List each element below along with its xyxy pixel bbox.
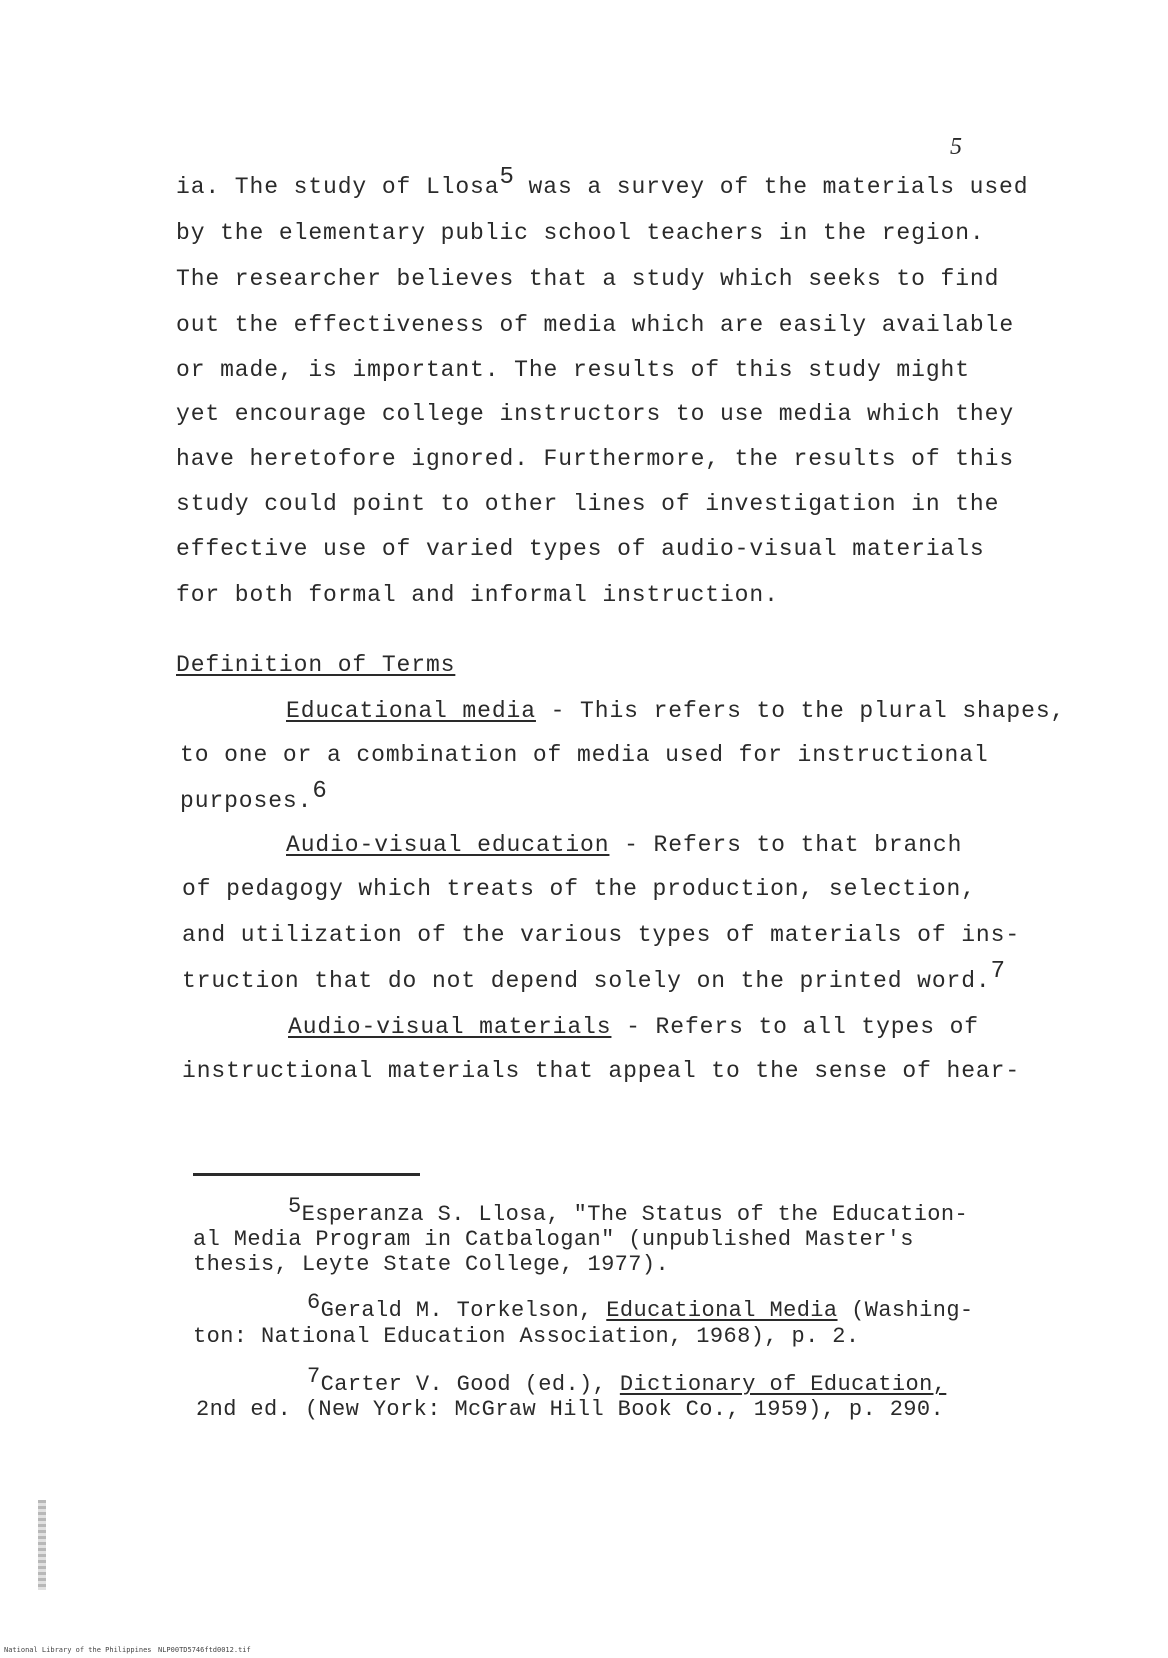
term-av-education: Audio-visual education <box>286 832 610 858</box>
footnote-divider <box>193 1173 420 1176</box>
body-line-1: ia. The study of Llosa$^5$ was a survey of the materials used <box>176 164 1029 200</box>
body-line-8: study could point to other lines of investigation in the <box>176 491 1000 517</box>
footnote-7-line-2: 2nd ed. (New York: McGraw Hill Book Co., 1959), p. 290. <box>196 1397 945 1422</box>
body-line-4: out the effectiveness of media which are easily available <box>176 312 1015 338</box>
scan-edge-mark <box>38 1500 46 1590</box>
term-av-education-line-4: truction that do not depend solely on the printed word.$^7$ <box>182 958 1006 994</box>
page-number: 5 <box>950 134 962 160</box>
term-av-materials: Audio-visual materials <box>288 1014 612 1040</box>
term-av-education-line-3: and utilization of the various types of materials of ins- <box>182 922 1021 948</box>
footnote-7-title: Dictionary of Education, <box>619 1372 947 1397</box>
footnote-ref-7[interactable]: 7 <box>990 958 1006 985</box>
footnote-5-mark: 5 <box>288 1194 302 1219</box>
footer-file-id: NLP00TD5746ftd0012.tif <box>158 1646 251 1654</box>
body-line-2: by the elementary public school teachers in the region. <box>176 220 985 246</box>
footnote-6-line-2: ton: National Education Association, 1968), p. 2. <box>193 1324 860 1349</box>
footnote-5-line-1: 5Esperanza S. Llosa, "The Status of the Education- <box>288 1194 969 1227</box>
footnote-6-line-1: 6Gerald M. Torkelson, Educational Media (Washing- <box>307 1290 974 1323</box>
term-educational-media-line-2: to one or a combination of media used for instructional <box>180 742 989 768</box>
footnote-7-mark: 7 <box>307 1364 321 1389</box>
footnote-5-line-2: al Media Program in Catbalogan" (unpublished Master's <box>193 1227 914 1252</box>
body-line-10: for both formal and informal instruction. <box>176 582 779 608</box>
term-educational-media: Educational media <box>286 698 536 724</box>
term-av-materials-line-1: Audio-visual materials - Refers to all types of <box>288 1014 980 1040</box>
body-line-9: effective use of varied types of audio-visual materials <box>176 536 985 562</box>
footnote-6-title: Educational Media <box>606 1298 838 1323</box>
term-av-materials-line-2: instructional materials that appeal to the sense of hear- <box>182 1058 1021 1084</box>
footnote-6-mark: 6 <box>307 1290 321 1315</box>
footnote-ref-5[interactable]: 5 <box>499 164 514 191</box>
section-heading: Definition of Terms <box>176 652 456 678</box>
body-line-7: have heretofore ignored. Furthermore, the results of this <box>176 446 1015 472</box>
term-educational-media-line-1: Educational media - This refers to the plural shapes, <box>286 698 1066 724</box>
term-av-education-line-1: Audio-visual education - Refers to that branch <box>286 832 963 858</box>
footnote-ref-6[interactable]: 6 <box>312 778 327 805</box>
term-av-education-line-2: of pedagogy which treats of the production, selection, <box>182 876 976 902</box>
body-line-3: The researcher believes that a study which seeks to find <box>176 266 1000 292</box>
body-line-6: yet encourage college instructors to use media which they <box>176 401 1015 427</box>
footnote-5-line-3: thesis, Leyte State College, 1977). <box>193 1252 670 1277</box>
term-educational-media-line-3: purposes.$^6$ <box>180 778 327 814</box>
footer-library: National Library of the Philippines <box>4 1646 152 1654</box>
footnote-7-line-1: 7Carter V. Good (ed.), Dictionary of Education, <box>307 1364 947 1397</box>
body-line-5: or made, is important. The results of this study might <box>176 357 970 383</box>
